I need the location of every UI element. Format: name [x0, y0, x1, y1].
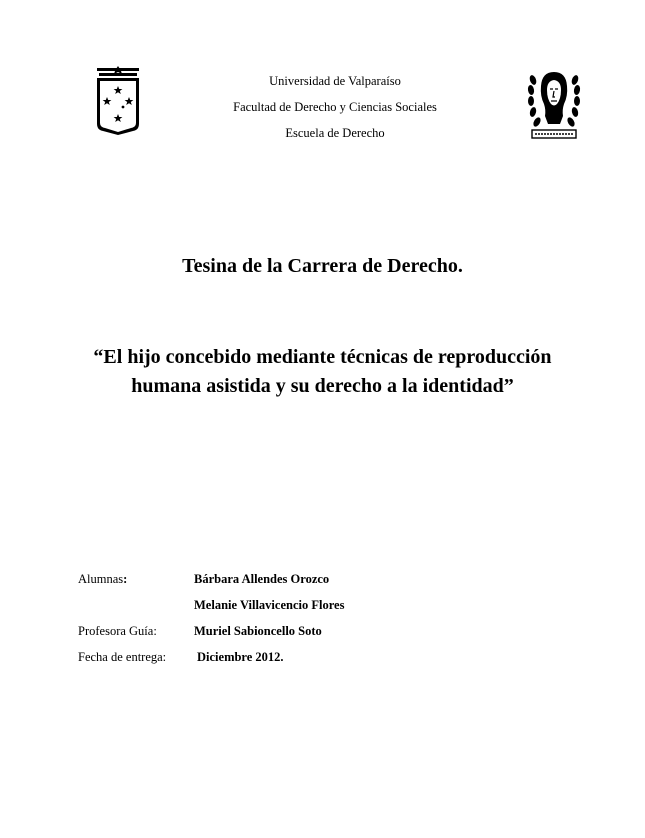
university-name: Universidad de Valparaíso — [269, 74, 401, 88]
advisor-name: Muriel Sabioncello Soto — [194, 624, 322, 638]
students-row — [0, 572, 645, 594]
date-value: Diciembre 2012. — [197, 650, 284, 664]
student-name: Melanie Villavicencio Flores — [194, 598, 345, 612]
advisor-row — [0, 624, 645, 646]
faculty-name: Facultad de Derecho y Ciencias Sociales — [233, 100, 437, 114]
date-label: Fecha de entrega: — [78, 650, 167, 664]
university-crest-shield-icon — [94, 66, 142, 136]
date-row — [0, 650, 645, 672]
document-title: Tesina de la Carrera de Derecho. — [182, 255, 463, 277]
students-row-2 — [0, 598, 645, 620]
advisor-label: Profesora Guía: — [78, 624, 157, 638]
institution-header — [170, 68, 500, 146]
school-name: Escuela de Derecho — [285, 126, 385, 140]
student-name: Bárbara Allendes Orozco — [194, 572, 330, 586]
students-label: Alumnas: — [78, 572, 128, 586]
faculty-emblem-head-icon — [526, 66, 582, 142]
thesis-title: “El hijo concebido mediante técnicas de reproducción humana asistida y su derecho a la identidad” — [93, 346, 552, 397]
